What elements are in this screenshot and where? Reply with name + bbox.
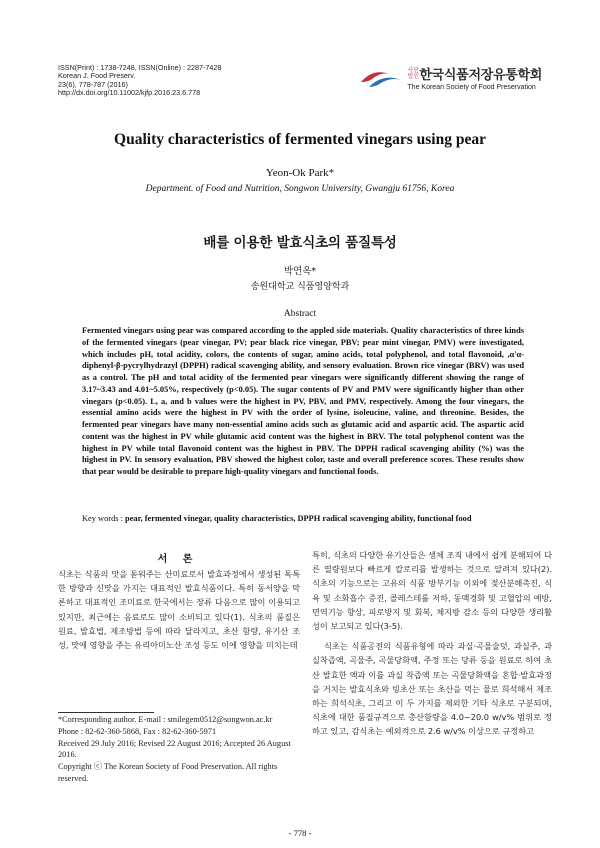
corresponding-author: *Corresponding author. E-mail : smilegem0512@songwon.ac.kr [58,715,273,724]
journal-info-line: Korean J. Food Preserv. [58,71,136,81]
section-heading: 서 론 [157,554,199,565]
society-logo-icon [359,65,403,91]
footnote [58,714,300,785]
paper-title: Quality characteristics of fermented vinegars using pear [114,131,486,148]
logo-small-label: 사단 법인 [407,66,419,80]
contact-phone: Phone : 82-62-360-5868, Fax : 82-62-360-5971 [58,726,217,736]
society-logo [359,64,542,91]
footnote-divider [58,712,154,713]
journal-info-line: 23(6), 778-787 (2016) [58,79,128,89]
paper-title-ko: 배를 이용한 발효식초의 품질특성 [203,235,397,251]
intro-paragraph: 특히, 식초의 다양한 유기산들은 생체 조직 내에서 쉽게 분해되어 다른 열량원보다 빠르게 칼로리를 발생하는 것으로 알려져 있다(2). 식초의 기능으로는 고유의 식품 방부기능 이외에 젖산분해촉진, 식욕 및 소화흡수 증진, 콜레스테롤 저하, 동맥경화 및 고혈압의 예방, 면역기능 향상, 피로방지 및 회복, 체지방 감소 등의 다양한 생리활성이 보고되고 있다(3-5). [312,550,552,632]
affiliation: Department. of Food and Nutrition, Songwon University, Gwangju 61756, Korea [145,184,455,194]
abstract-heading: Abstract [283,309,317,319]
received-dates: Received 29 July 2016; Revised 22 August 2016; Accepted 26 August 2016. [58,738,291,760]
keywords-label: Key words : [82,514,123,523]
keywords-list: pear, fermented vinegar, quality characteristics, DPPH radical scavenging ability, functional food [125,514,472,523]
society-name-ko: 한국식품저장유통학회 [419,68,542,83]
intro-right-column [312,548,552,739]
abstract-body: Fermented vinegars using pear was compared according to the appled side materials. Quality characteristics of three kinds of the fermented vinegars (pear vinegar, PV; pear black rice vinegar, PBV; pear mint vinegar, PMV) were investigated, which includes pH, total acidity, colors, the contents of sugar, amino acids, total polyphenol, and total flavonoid, ,α'α-diphenyl-β-pycrylhydrazyl (DPPH) radical scavenging ability, and sensory evaluation. Brown rice vinegar (BRV) was used as a control. The pH and total acidity of the fermented pear vinegars were significantly different showing the range of 3.17~3.43 and 4.01~5.05%, respectively (p<0.05). The sugar contents of PV and PMV were significantly higher than other vinegars (p<0.05). L, a, and b values were the highest in PV, PBV, and PMV, respectively. Among the four vinegars, the essential amino acids were the highest in PV with the order of lysine, isoleucine, valine, and threonine. Besides, the fermented pear vinegars have many non-essential amino acids such as glutamic acid and aspartic acid. The aspartic acid content was the highest in PV while glutamic acid content was the highest in BRV. The total polyphenol content was the highest in PV while total flavonoid content was the highest in PBV. The DPPH radical scavenging ability (%) was the highest in PV. In sensory evaluation, PBV showed the highest color, taste and overall preference scores. These results show that pear would be desirable to prepare high-quality vinegars and functional foods. [82,326,524,476]
author: Yeon-Ok Park* [265,167,335,179]
society-name-en: The Korean Society of Food Preservation [407,84,536,91]
journal-info [58,64,221,97]
author-ko: 박연옥* [283,266,317,277]
copyright: Copyright ⓒ The Korean Society of Food Preservation. All rights reserved. [58,762,278,783]
doi-link[interactable]: http://dx.doi.org/10.11002/kjfp.2016.23.6.778 [58,87,201,97]
intro-paragraph: 식초는 식품공전의 식품유형에 따라 과실·곡물술덧, 과실주, 과실착즙액, 곡물주, 곡물당화액, 주정 또는 당류 등을 원료로 하여 초산 발효한 액과 이를 과실 착즙액 또는 곡물당화액을 혼합·발효과정을 거치는 발효식초와 빙초산 또는 초산을 먹는 물로 희석해서 제조하는 희석식초, 그리고 이 두 가지를 제외한 기타 식초로 구분되며, 식초에 대한 품질규격으로 총산함량을 4.0~20.0 w/v% 범위로 정하고 있고, 감식초는 예외적으로 2.6 w/v% 이상으로 규정하고 [312,641,552,737]
affiliation-ko: 송원대학교 식품영양학과 [250,282,350,292]
keywords [82,513,530,524]
journal-info-line: ISSN(Print) : 1738-7248, ISSN(Online) : 2287-7428 [58,63,222,72]
page-number: - 778 - [288,828,312,838]
intro-left-column: 식초는 식품의 맛을 돋워주는 산미료로서 발효과정에서 생성된 독특한 방향과 신맛을 가지는 대표적인 발효식품이다. 특히 동서양을 막론하고 대표적인 조미료로 한국에서는 장류 다음으로 많이 이용되고 있지만, 최근에는 음료로도 많이 소비되고 있다(1). 식초의 품질은 원료, 발효법, 제조방법 등에 따라 달라지고, 초산 함량, 유기산 조성, 맛에 영향을 주는 유리아미노산 조성 등도 이에 영향을 미치는데 [58,569,300,651]
